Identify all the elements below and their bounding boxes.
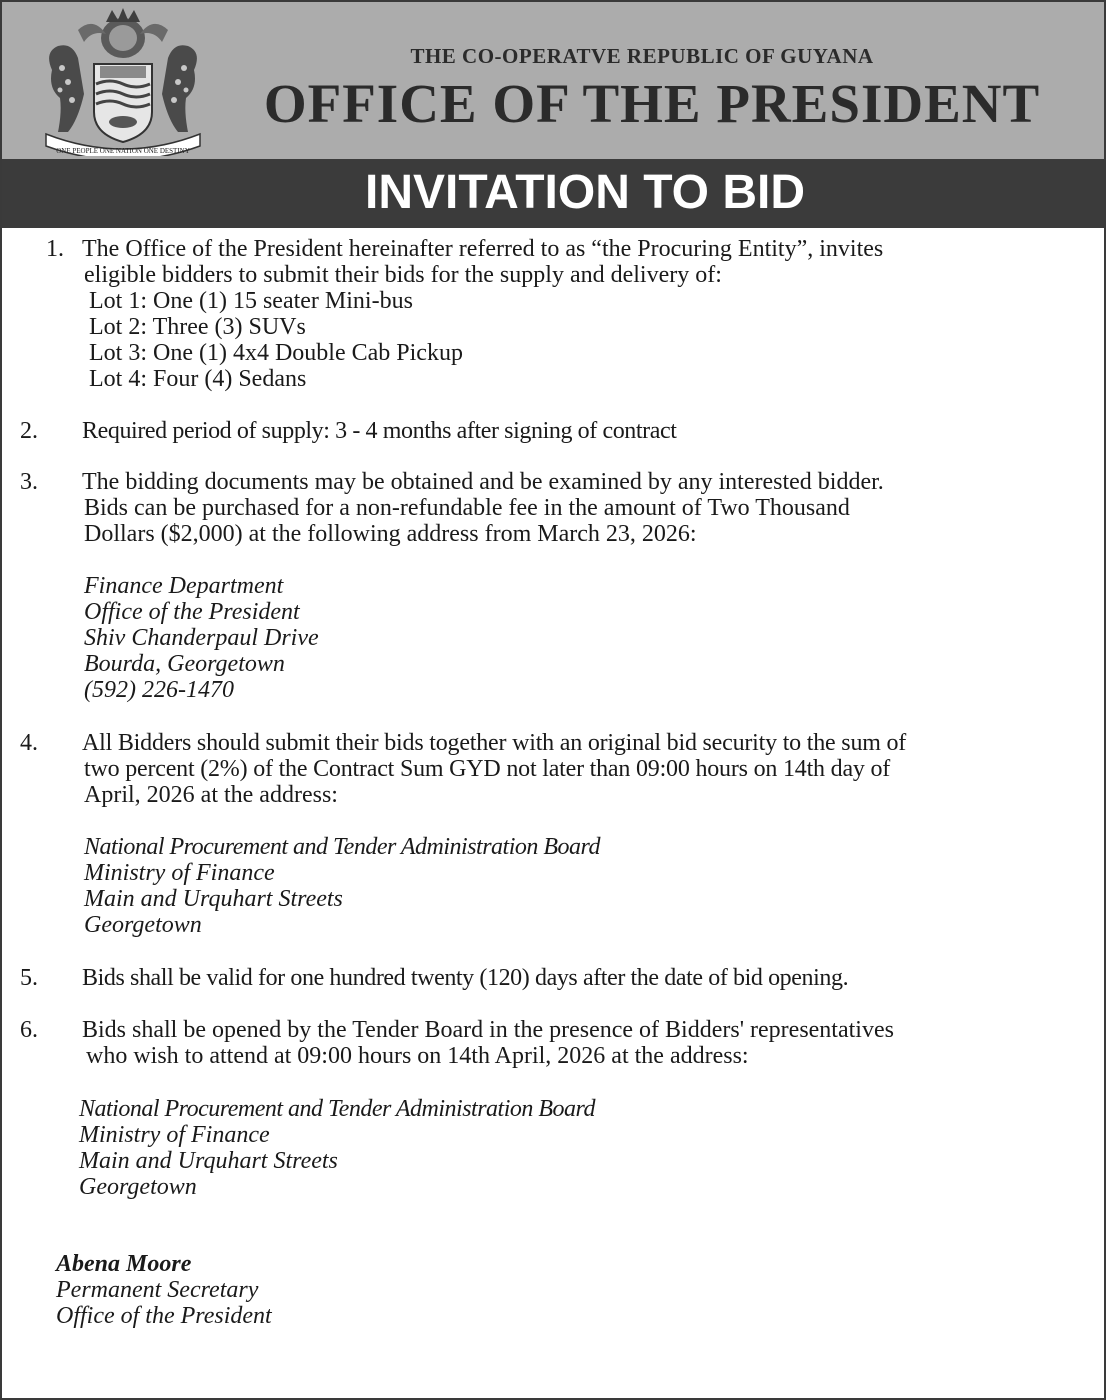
item-text: The Office of the President hereinafter referred to as “the Procuring Entity”, invites xyxy=(82,236,884,262)
office-heading: OFFICE OF THE PRESIDENT xyxy=(263,73,1041,134)
item-text: eligible bidders to submit their bids for the supply and delivery of: xyxy=(84,262,722,288)
lot-line: Lot 2: Three (3) SUVs xyxy=(89,314,306,340)
page-title: INVITATION TO BID xyxy=(365,166,805,219)
item-number: 2. xyxy=(20,418,38,444)
item-text: Dollars ($2,000) at the following address from March 23, 2026: xyxy=(84,521,697,547)
coat-of-arms-icon xyxy=(38,8,208,156)
item-text: Bids shall be valid for one hundred twenty (120) days after the date of bid opening. xyxy=(82,965,849,991)
lot-line: Lot 3: One (1) 4x4 Double Cab Pickup xyxy=(89,340,463,366)
item-number: 6. xyxy=(20,1017,38,1043)
lot-line: Lot 4: Four (4) Sedans xyxy=(89,366,307,392)
address-line: Georgetown xyxy=(84,912,202,938)
item-text: Bids shall be opened by the Tender Board in the presence of Bidders' representatives xyxy=(82,1017,894,1043)
address-line: Main and Urquhart Streets xyxy=(84,886,343,912)
signatory-office: Office of the President xyxy=(56,1303,272,1329)
lot-line: Lot 1: One (1) 15 seater Mini-bus xyxy=(89,288,413,314)
address-line: National Procurement and Tender Administration Board xyxy=(84,834,601,860)
item-text: All Bidders should submit their bids together with an original bid security to the sum of xyxy=(82,730,907,756)
address-line: Ministry of Finance xyxy=(84,860,275,886)
address-line: Office of the President xyxy=(84,599,300,625)
header-band xyxy=(2,2,1104,159)
phone-number: (592) 226-1470 xyxy=(84,677,234,703)
address-line: Finance Department xyxy=(84,573,284,599)
address-line: Bourda, Georgetown xyxy=(84,651,285,677)
signatory-title: Permanent Secretary xyxy=(56,1277,259,1303)
address-line: Shiv Chanderpaul Drive xyxy=(84,625,319,651)
item-number: 4. xyxy=(20,730,38,756)
address-line: National Procurement and Tender Administration Board xyxy=(79,1096,596,1122)
signatory-name: Abena Moore xyxy=(56,1251,192,1277)
item-number: 5. xyxy=(20,965,38,991)
item-text: who wish to attend at 09:00 hours on 14th April, 2026 at the address: xyxy=(86,1043,749,1069)
item-text: Required period of supply: 3 - 4 months after signing of contract xyxy=(82,418,677,444)
item-text: two percent (2%) of the Contract Sum GYD not later than 09:00 hours on 14th day of xyxy=(84,756,891,782)
item-text: The bidding documents may be obtained and be examined by any interested bidder. xyxy=(82,469,884,495)
item-text: April, 2026 at the address: xyxy=(84,782,338,808)
republic-heading: THE CO-OPERATVE REPUBLIC OF GUYANA xyxy=(410,44,874,68)
item-number: 3. xyxy=(20,469,38,495)
crest-motto: ONE PEOPLE ONE NATION ONE DESTINY xyxy=(56,147,190,155)
address-line: Ministry of Finance xyxy=(79,1122,270,1148)
item-text: Bids can be purchased for a non-refundable fee in the amount of Two Thousand xyxy=(84,495,850,521)
item-number: 1. xyxy=(46,236,64,262)
address-line: Georgetown xyxy=(79,1174,197,1200)
address-line: Main and Urquhart Streets xyxy=(79,1148,338,1174)
